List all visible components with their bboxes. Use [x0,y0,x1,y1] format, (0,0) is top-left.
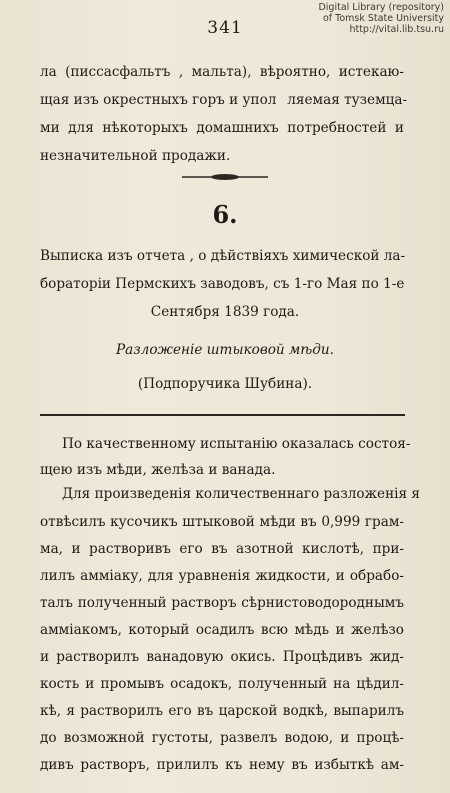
intro-line: щая изъ окрестныхъ горъ и уполляемая туземца- [40,92,408,108]
body-line: лилъ аммiаку, для уравненія жидкости, и обрабо- [40,568,404,584]
intro-line: ла (писсасфальтъ , мальта), вѣроятно, истекаю- [40,64,404,80]
body-line: ма, и растворивъ его въ азотной кислотѣ, при- [40,541,404,557]
section-heading-line: бораторіи Пермскихъ заводовъ, съ 1-го Мая по 1-е [40,276,405,292]
intro-line: незначительной продажи. [40,148,231,164]
horizontal-rule [40,414,405,416]
section-heading-line: Выписка изъ отчета , о дѣйствіяхъ химической ла- [40,248,406,264]
section-number: 6. [212,200,238,229]
watermark-url: http://vital.lib.tsu.ru [349,24,444,35]
body-line: и растворилъ ванадовую окись. Процѣдивъ жид- [40,649,404,665]
watermark-line-1: Digital Library (repository) [318,2,444,13]
body-line: кѣ, я растворилъ его въ царской водкѣ, выпарилъ [40,703,404,719]
body-line: Для произведенія количественнаго разложенія я [62,486,420,502]
body-line: кость и промывъ осадокъ, полученный на цѣдил- [40,676,404,692]
body-line: По качественному испытанію оказалась состоя- [62,436,411,452]
body-line: талъ полученный растворъ сѣрнистоводороднымъ [40,595,404,611]
section-subtitle: Разложеніе штыковой мѣди. [116,342,334,358]
ornamental-divider [180,172,270,182]
section-heading-line: Сентября 1839 года. [150,304,300,320]
body-line: отвѣсилъ кусочикъ штыковой мѣди въ 0,999 грам- [40,514,404,530]
body-line: до возможной густоты, развелъ водою, и процѣ- [40,730,404,746]
body-line: щею изъ мѣди, желѣза и ванада. [40,462,276,478]
intro-line: ми для нѣкоторыхъ домашнихъ потребностей и [40,120,404,136]
watermark-line-2: of Tomsk State University [323,13,444,24]
body-line: аммiакомъ, который осадилъ всю мѣдь и желѣзо [40,622,404,638]
body-line: дивъ растворъ, прилилъ къ нему въ избыткѣ ам- [40,757,404,773]
page-number: 341 [207,18,243,38]
section-author: (Подпоручика Шубина). [137,376,313,392]
